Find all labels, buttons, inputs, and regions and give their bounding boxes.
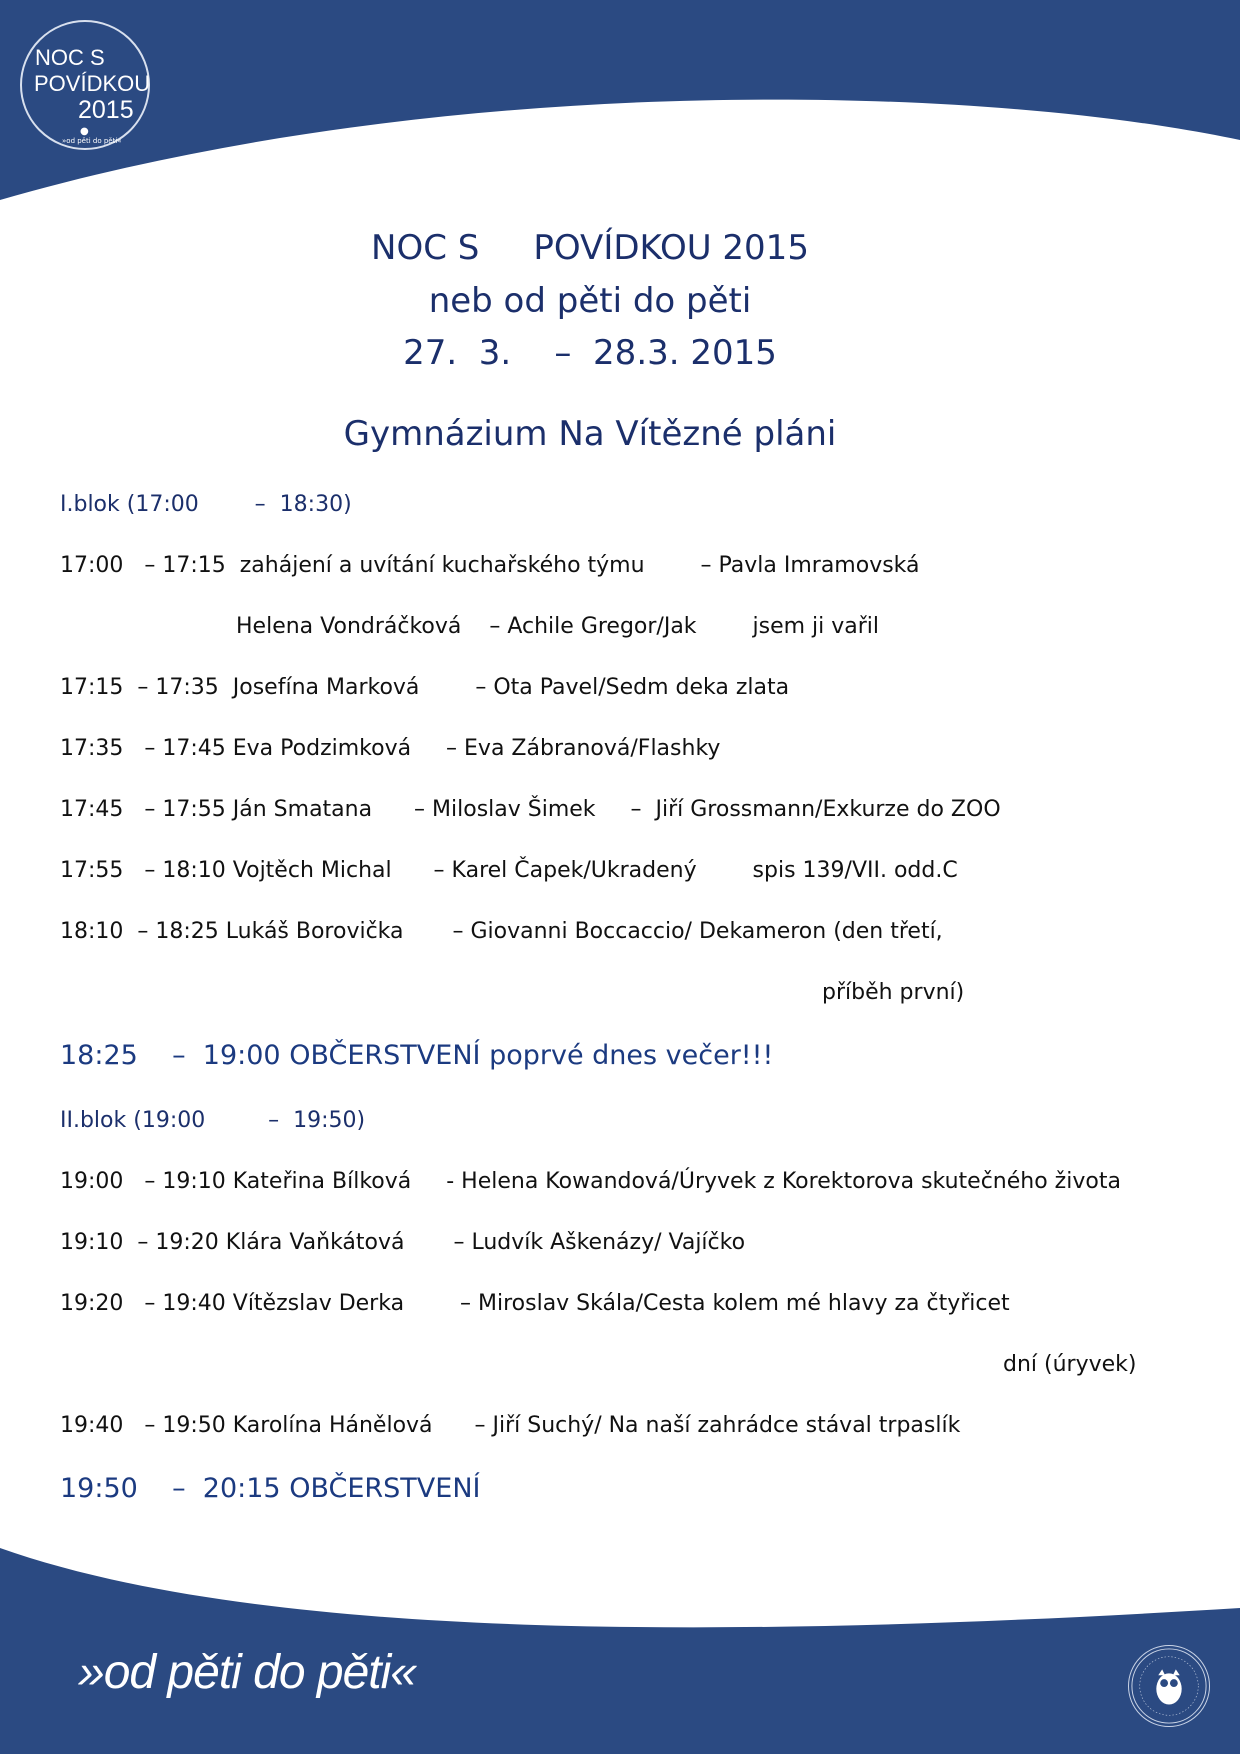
program-line-continuation: dní (úryvek) — [1003, 1352, 1137, 1377]
program-line: 19:40 – 19:50 Karolína Hánělová – Jiří Suchý/ Na naší zahrádce stával trpaslík — [60, 1413, 961, 1438]
event-dates: 27. 3. – 28.3. 2015 — [403, 333, 777, 373]
program-line: 19:00 – 19:10 Kateřina Bílková - Helena Kowandová/Úryvek z Korektorova skutečného života — [60, 1169, 1121, 1194]
page-title: NOC S POVÍDKOU 2015 — [371, 228, 809, 268]
logo-tagline: »od pěti do pěti« — [62, 137, 122, 145]
logo-line-3: 2015 — [78, 96, 134, 124]
refreshment-break-1: 18:25 – 19:00 OBČERSTVENÍ poprvé dnes večer!!! — [60, 1040, 774, 1071]
block-1-heading: I.blok (17:00 – 18:30) — [60, 492, 352, 517]
school-seal-owl-icon — [1128, 1645, 1210, 1727]
program-line: 17:45 – 17:55 Ján Smatana – Miloslav Šimek – Jiří Grossmann/Exkurze do ZOO — [60, 797, 1001, 822]
program-line: 17:00 – 17:15 zahájení a uvítání kuchařského týmu – Pavla Imramovská — [60, 553, 920, 578]
top-wave-band — [0, 0, 1240, 200]
page-subtitle: neb od pěti do pěti — [428, 281, 752, 321]
program-line-continuation: příběh první) — [822, 980, 965, 1005]
event-logo — [20, 20, 150, 150]
venue-title: Gymnázium Na Vítězné pláni — [343, 414, 837, 454]
logo-line-1: NOC S — [35, 45, 105, 70]
program-line: 17:35 – 17:45 Eva Podzimková – Eva Zábranová/Flashky — [60, 736, 721, 761]
program-line: 19:10 – 19:20 Klára Vaňkátová – Ludvík Aškenázy/ Vajíčko — [60, 1230, 746, 1255]
program-line: 19:20 – 19:40 Vítězslav Derka – Miroslav Skála/Cesta kolem mé hlavy za čtyřicet — [60, 1291, 1010, 1316]
program-line: 18:10 – 18:25 Lukáš Borovička – Giovanni Boccaccio/ Dekameron (den třetí, — [60, 919, 943, 944]
program-line: 17:55 – 18:10 Vojtěch Michal – Karel Čapek/Ukradený spis 139/VII. odd.C — [60, 858, 958, 883]
program-line: 17:15 – 17:35 Josefína Marková – Ota Pavel/Sedm deka zlata — [60, 675, 790, 700]
logo-line-2: POVÍDKOU — [34, 71, 151, 96]
program-line-continuation: Helena Vondráčková – Achile Gregor/Jak jsem ji vařil — [236, 614, 880, 639]
block-2-heading: II.blok (19:00 – 19:50) — [60, 1108, 366, 1133]
owl-icon: ● — [80, 126, 89, 137]
footer-slogan: »od pěti do pěti« — [78, 1646, 416, 1699]
refreshment-break-2: 19:50 – 20:15 OBČERSTVENÍ — [60, 1473, 481, 1504]
